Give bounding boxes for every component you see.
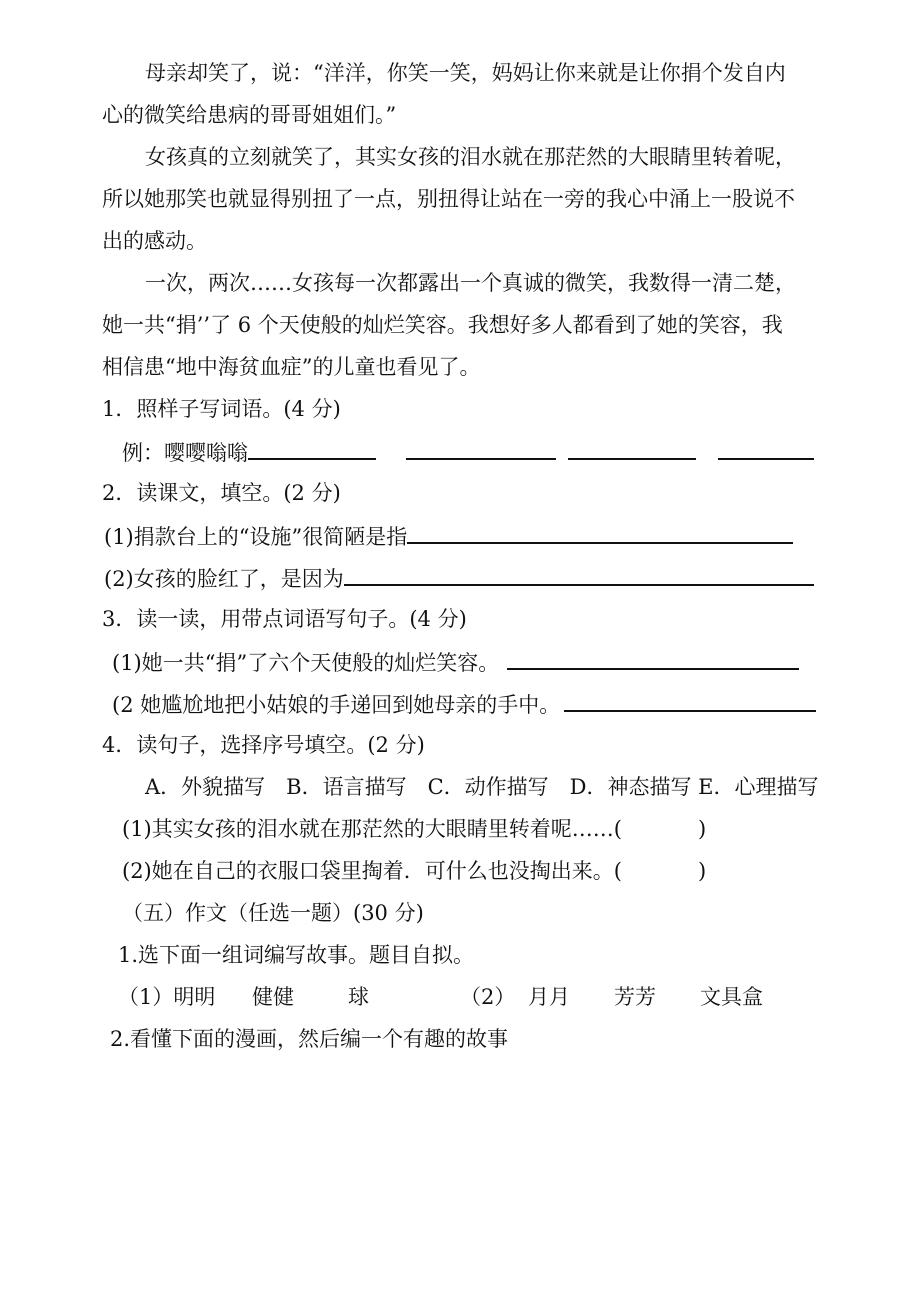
composition-task-2: 2.看懂下面的漫画，然后编一个有趣的故事 xyxy=(110,1027,509,1051)
passage-line: 母亲却笑了，说：“洋洋，你笑一笑，妈妈让你来就是让你捐个发自内 xyxy=(145,61,786,85)
word-group-2-word: 文具盒 xyxy=(700,985,763,1009)
passage-line: 出的感动。 xyxy=(102,229,207,253)
question-4-title: 4．读句子，选择序号填空。(2 分) xyxy=(102,733,425,757)
question-3-item-1: (1)她一共“捐”了六个天使般的灿烂笑容。 xyxy=(112,646,920,678)
composition-title: （五）作文（任选一题）(30 分) xyxy=(122,901,424,925)
passage-line: 所以她那笑也就显得别扭了一点，别扭得让站在一旁的我心中涌上一股说不 xyxy=(102,187,795,211)
question-4-options: A．外貌描写 B．语言描写 C．动作描写 D．神态描写 E．心理描写 xyxy=(145,775,819,799)
question-1-title: 1．照样子写词语。(4 分) xyxy=(102,397,341,421)
answer-blank[interactable] xyxy=(344,562,814,586)
question-2-item-1: (1)捐款台上的“设施”很简陋是指 xyxy=(104,520,920,552)
passage-line: 相信患“地中海贫血症”的儿童也看见了。 xyxy=(102,355,481,379)
answer-blank[interactable] xyxy=(507,646,799,670)
question-2-title: 2．读课文，填空。(2 分) xyxy=(102,481,341,505)
passage-line: 一次，两次……女孩每一次都露出一个真诚的微笑，我数得一清二楚， xyxy=(145,271,796,295)
composition-task-1: 1.选下面一组词编写故事。题目自拟。 xyxy=(118,943,475,967)
passage-line: 她一共“捐’’了 6 个天使般的灿烂笑容。我想好多人都看到了她的笑容，我 xyxy=(102,313,783,337)
answer-blank[interactable] xyxy=(718,436,814,460)
question-2-item-2: (2)女孩的脸红了，是因为 xyxy=(104,562,920,594)
answer-blank[interactable] xyxy=(568,436,696,460)
question-3-title: 3．读一读，用带点词语写句子。(4 分) xyxy=(102,607,467,631)
answer-blank[interactable] xyxy=(406,436,556,460)
passage-line: 心的微笑给患病的哥哥姐姐们。” xyxy=(102,103,397,127)
word-group-2-word: 芳芳 xyxy=(614,985,656,1009)
question-3-item-2: (2 她尴尬地把小姑娘的手递回到她母亲的手中。 xyxy=(112,688,920,720)
question-4-item-2: (2)她在自己的衣服口袋里掏着．可什么也没掏出来。( ) xyxy=(122,859,707,883)
question-1-row xyxy=(122,436,920,468)
word-group-1-word: 球 xyxy=(348,985,369,1009)
answer-blank[interactable] xyxy=(407,520,793,544)
answer-blank[interactable] xyxy=(564,688,816,712)
question-4-item-1: (1)其实女孩的泪水就在那茫然的大眼睛里转着呢……( ) xyxy=(122,817,707,841)
word-group-1-word: 健健 xyxy=(252,985,294,1009)
answer-blank[interactable] xyxy=(248,436,376,460)
word-group-2-word: 月月 xyxy=(528,985,570,1009)
passage-line: 女孩真的立刻就笑了，其实女孩的泪水就在那茫然的大眼睛里转着呢， xyxy=(145,145,796,169)
word-group-2-label: （2） xyxy=(460,985,516,1009)
word-group-1-label: （1）明明 xyxy=(118,985,216,1009)
question-1-example: 例：嘤嘤嗡嗡 xyxy=(122,441,248,465)
